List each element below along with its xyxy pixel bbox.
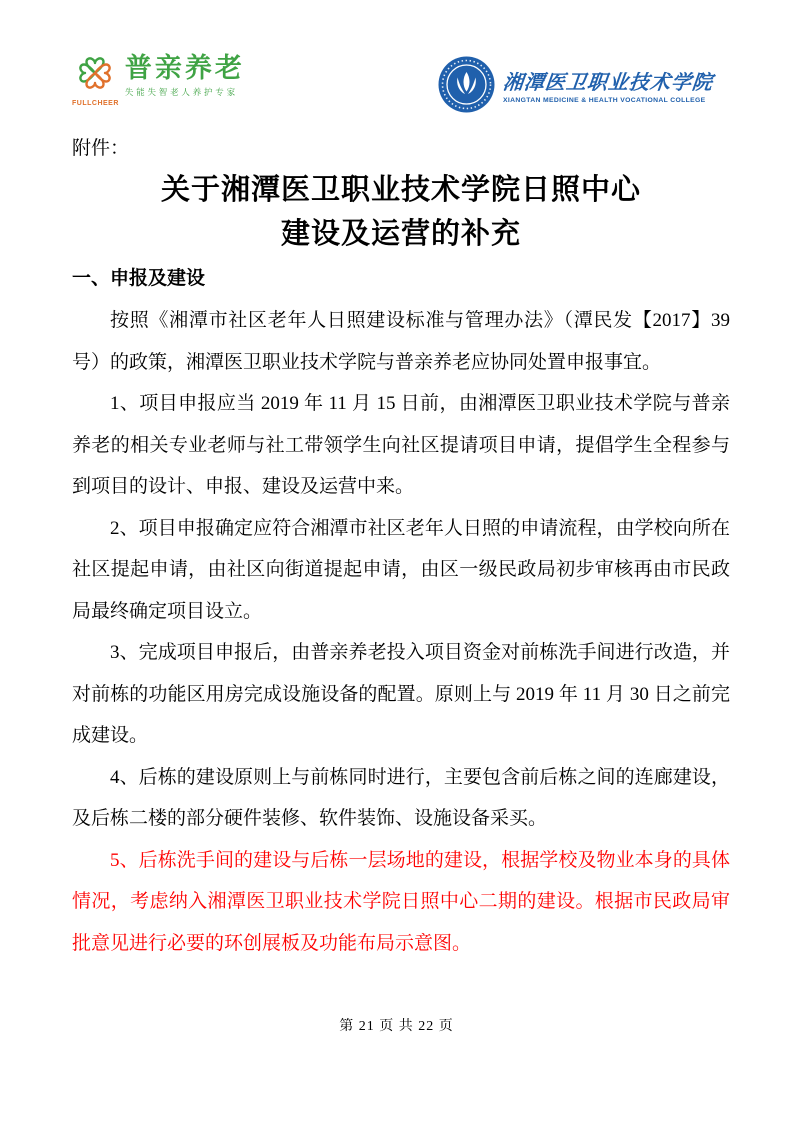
page-header [72, 52, 713, 118]
fullcheer-slogan: 失能失智老人养护专家 [124, 87, 238, 97]
paragraph-intro: 按照《湘潭市社区老年人日照建设标准与管理办法》（潭民发【2017】39号）的政策，湘潭医卫职业技术学院与普亲养老应协同处置申报事宜。 [72, 310, 730, 373]
section-heading: 一、申报及建设 [72, 268, 206, 289]
page-number-indicator: 第 21 页 共 22 页 [339, 1019, 454, 1034]
college-name-en: XIANGTAN MEDICINE & HEALTH VOCATIONAL COLLEGE [503, 96, 706, 104]
fullcheer-brand-cn: 普亲养老 [124, 53, 245, 83]
clover-flower-icon [73, 52, 117, 99]
attachment-label: 附件： [72, 138, 130, 159]
fullcheer-brand-en: FULLCHEER [72, 100, 119, 107]
paragraph-item-1: 1、项目申报应当 2019 年 11 月 15 日前，由湘潭医卫职业技术学院与普亲养老的相关专业老师与社工带领学生向社区提请项目申请，提倡学生全程参与到项目的设计、申报、建设及运营中来。 [72, 393, 730, 497]
paragraph-item-4: 4、后栋的建设原则上与前栋同时进行，主要包含前后栋之间的连廊建设，及后栋二楼的部分硬件装修、软件装饰、设施设备采买。 [72, 766, 730, 829]
fullcheer-logo [72, 52, 245, 107]
document-content [72, 130, 730, 964]
document-title-line1: 关于湘潭医卫职业技术学院日照中心 [160, 174, 641, 206]
college-name-cn: 湘潭医卫职业技术学院 [501, 71, 715, 94]
college-emblem-icon [438, 56, 495, 118]
document-title-line2: 建设及运营的补充 [280, 218, 521, 250]
college-logo [438, 56, 713, 118]
paragraph-item-3: 3、完成项目申报后，由普亲养老投入项目资金对前栋洗手间进行改造，并对前栋的功能区用房完成设施设备的配置。原则上与 2019 年 11 月 30 日之前完成建设。 [72, 642, 730, 746]
paragraph-item-2: 2、项目申报确定应符合湘潭市社区老年人日照的申请流程，由学校向所在社区提起申请，由社区向街道提起申请，由区一级民政局初步审核再由市民政局最终确定项目设立。 [72, 517, 730, 622]
paragraph-item-5-red: 5、后栋洗手间的建设与后栋一层场地的建设，根据学校及物业本身的具体情况，考虑纳入湘潭医卫职业技术学院日照中心二期的建设。根据市民政局审批意见进行必要的环创展板及功能布局示意图。 [72, 849, 730, 954]
